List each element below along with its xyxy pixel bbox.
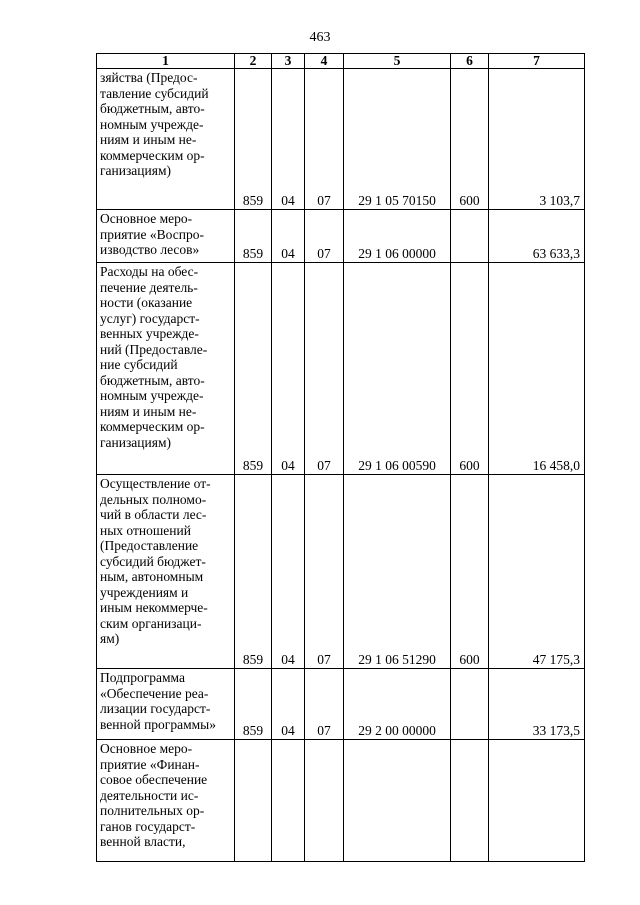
cell-subsection <box>305 740 344 862</box>
cell-expense-type: 600 <box>451 263 489 475</box>
cell-ministry-code: 859 <box>235 210 272 263</box>
page-number: 463 <box>309 30 331 45</box>
cell-section: 04 <box>272 669 305 740</box>
cell-target-article: 29 1 06 00000 <box>344 210 451 263</box>
cell-target-article: 29 1 06 00590 <box>344 263 451 475</box>
row-name: Подпрограмма «Обеспечение реа- лизации государст- венной программы» <box>97 669 235 740</box>
table-row <box>97 69 585 210</box>
row-name: Основное меро- приятие «Финан- совое обеспечение деятельности ис- полнительных ор- ганов государст- венной власти, <box>97 740 235 862</box>
column-header-4: 4 <box>305 54 344 69</box>
cell-amount <box>489 740 585 862</box>
cell-subsection: 07 <box>305 263 344 475</box>
cell-target-article <box>344 740 451 862</box>
row-name: Осуществление от- дельных полномо- чий в области лес- ных отношений (Предоставление субсидий бюджет- ным, автономным учреждениям и иным некоммерче- ским организаци- ям) <box>97 475 235 669</box>
cell-ministry-code: 859 <box>235 669 272 740</box>
cell-amount: 47 175,3 <box>489 475 585 669</box>
cell-target-article: 29 2 00 00000 <box>344 669 451 740</box>
table-row <box>97 263 585 475</box>
column-header-2: 2 <box>235 54 272 69</box>
cell-section: 04 <box>272 210 305 263</box>
cell-expense-type <box>451 740 489 862</box>
cell-section <box>272 740 305 862</box>
column-header-5: 5 <box>344 54 451 69</box>
cell-amount: 16 458,0 <box>489 263 585 475</box>
cell-section: 04 <box>272 69 305 210</box>
column-header-3: 3 <box>272 54 305 69</box>
cell-subsection: 07 <box>305 669 344 740</box>
cell-subsection: 07 <box>305 69 344 210</box>
cell-ministry-code: 859 <box>235 475 272 669</box>
row-name: Расходы на обес- печение деятель- ности (оказание услуг) государст- венных учрежде- ний (Предоставле- ние субсидий бюджетным, авто- номным учрежде- ниям и иным не- коммерческим ор- ганизациям) <box>97 263 235 475</box>
cell-ministry-code <box>235 740 272 862</box>
table-row <box>97 475 585 669</box>
cell-amount: 63 633,3 <box>489 210 585 263</box>
cell-ministry-code: 859 <box>235 69 272 210</box>
table-row <box>97 210 585 263</box>
cell-amount: 33 173,5 <box>489 669 585 740</box>
cell-amount: 3 103,7 <box>489 69 585 210</box>
cell-expense-type: 600 <box>451 475 489 669</box>
cell-subsection: 07 <box>305 210 344 263</box>
column-header-6: 6 <box>451 54 489 69</box>
cell-expense-type <box>451 669 489 740</box>
row-name: Основное меро- приятие «Воспро- изводство лесов» <box>97 210 235 263</box>
cell-section: 04 <box>272 475 305 669</box>
row-name: зяйства (Предос- тавление субсидий бюджетным, авто- номным учрежде- ниям и иным не- коммерческим ор- ганизациям) <box>97 69 235 210</box>
budget-table <box>96 53 585 862</box>
cell-target-article: 29 1 05 70150 <box>344 69 451 210</box>
cell-expense-type <box>451 210 489 263</box>
cell-subsection: 07 <box>305 475 344 669</box>
cell-section: 04 <box>272 263 305 475</box>
table-row <box>97 669 585 740</box>
table-row <box>97 740 585 862</box>
cell-ministry-code: 859 <box>235 263 272 475</box>
cell-expense-type: 600 <box>451 69 489 210</box>
table-header-row <box>97 54 585 69</box>
column-header-1: 1 <box>97 54 235 69</box>
column-header-7: 7 <box>489 54 585 69</box>
cell-target-article: 29 1 06 51290 <box>344 475 451 669</box>
